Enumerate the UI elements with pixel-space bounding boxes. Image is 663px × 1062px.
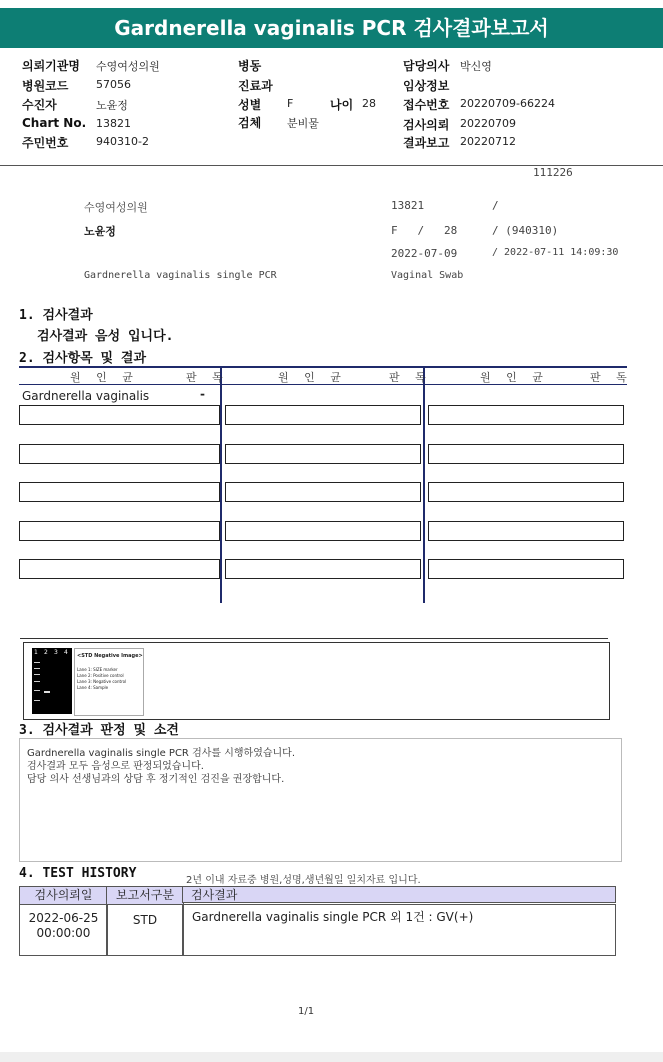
institution-value: 수영여성의원 bbox=[96, 60, 160, 73]
result-cell bbox=[428, 521, 624, 541]
grid-divider-1 bbox=[220, 366, 222, 603]
receipt-label: 접수번호 bbox=[403, 98, 450, 112]
result-cell bbox=[428, 482, 624, 502]
receipt-value: 20220709-66224 bbox=[460, 97, 555, 110]
section-4-title: 4. TEST HISTORY bbox=[19, 866, 137, 881]
opinion-box bbox=[19, 738, 622, 862]
age-label: 나이 bbox=[330, 98, 354, 112]
result-cell bbox=[225, 559, 421, 579]
lane-label: 4 bbox=[64, 649, 68, 656]
history-note: 2년 이내 자료중 병원,성명,생년월일 일치자료 입니다. bbox=[186, 875, 421, 886]
id-label: 주민번호 bbox=[22, 136, 69, 150]
history-header-result: 검사결과 bbox=[182, 886, 616, 903]
patient-label: 수진자 bbox=[22, 98, 57, 112]
result-cell bbox=[225, 444, 421, 464]
request-value: 20220709 bbox=[460, 117, 516, 130]
history-header-date: 검사의뢰일 bbox=[19, 886, 108, 905]
id-value: 940310-2 bbox=[96, 135, 149, 148]
chart-label: Chart No. bbox=[22, 116, 87, 130]
lane-label: 3 bbox=[54, 649, 58, 656]
result-cell bbox=[225, 405, 421, 425]
summary-date1: 2022-07-09 bbox=[391, 247, 458, 260]
result-cell bbox=[428, 405, 624, 425]
opinion-line: Gardnerella vaginalis single PCR 검사를 시행하였습니다. bbox=[27, 748, 296, 759]
report-title: Gardnerella vaginalis PCR 검사결과보고서 bbox=[0, 8, 663, 48]
summary-chart: 13821 bbox=[391, 199, 425, 212]
pathogen-name: Gardnerella vaginalis bbox=[22, 389, 150, 403]
gel-image-frame bbox=[23, 642, 610, 720]
history-type: STD bbox=[132, 913, 158, 927]
col-pathogen-header: 원 인 균 bbox=[278, 371, 347, 384]
history-cell-type bbox=[106, 904, 184, 956]
result-cell bbox=[428, 444, 624, 464]
summary-patient: 노윤정 bbox=[84, 225, 116, 238]
gel-band bbox=[44, 691, 50, 693]
col-judge-header: 판 독 bbox=[590, 371, 633, 384]
history-cell-result bbox=[182, 904, 616, 956]
section-2-title: 2. 검사항목 및 결과 bbox=[19, 351, 147, 366]
gel-band bbox=[34, 681, 40, 682]
dept-label: 진료과 bbox=[238, 79, 273, 93]
history-date: 2022-06-25 bbox=[28, 911, 99, 925]
result-cell bbox=[19, 559, 220, 579]
result-cell bbox=[19, 521, 220, 541]
ward-label: 병동 bbox=[238, 59, 262, 73]
gel-band bbox=[34, 662, 40, 663]
specimen-label: 검체 bbox=[238, 116, 262, 130]
summary-test: Gardnerella vaginalis single PCR bbox=[84, 270, 277, 281]
divider bbox=[20, 638, 608, 639]
lane-label: 2 bbox=[44, 649, 48, 656]
institution-label: 의뢰기관명 bbox=[22, 59, 80, 73]
sex-value: F bbox=[287, 97, 294, 110]
result-cell bbox=[19, 405, 220, 425]
grid-top-rule bbox=[19, 366, 627, 368]
summary-birth: / (940310) bbox=[492, 224, 559, 237]
result-cell bbox=[225, 482, 421, 502]
summary-sex-age: F / 28 bbox=[391, 224, 458, 237]
gel-title: <STD Negative Image> bbox=[77, 653, 143, 659]
history-time: 00:00:00 bbox=[36, 926, 91, 940]
report-value: 20220712 bbox=[460, 135, 516, 148]
page-number: 1/1 bbox=[298, 1006, 315, 1017]
history-cell-date bbox=[19, 904, 108, 956]
result-cell bbox=[428, 559, 624, 579]
report-label: 결과보고 bbox=[403, 136, 450, 150]
gel-legend bbox=[74, 648, 144, 716]
hospital-code-value: 57056 bbox=[96, 78, 131, 91]
request-label: 검사의뢰 bbox=[403, 118, 450, 132]
col-pathogen-header: 원 인 균 bbox=[480, 371, 549, 384]
summary-code: 111226 bbox=[533, 166, 573, 179]
gel-band bbox=[34, 674, 40, 675]
gel-legend-item: Lane 2: Positive control bbox=[77, 673, 124, 678]
section-3-title: 3. 검사결과 판정 및 소견 bbox=[19, 723, 179, 738]
hospital-code-label: 병원코드 bbox=[22, 79, 69, 93]
result-cell bbox=[225, 521, 421, 541]
result-cell bbox=[19, 444, 220, 464]
opinion-line: 담당 의사 선생님과의 상담 후 정기적인 검진을 권장합니다. bbox=[27, 774, 285, 785]
specimen-value: 분비물 bbox=[287, 117, 319, 130]
gel-legend-item: Lane 3: Negative control bbox=[77, 679, 127, 684]
gel-image bbox=[32, 648, 72, 714]
history-header-type: 보고서구분 bbox=[106, 886, 184, 905]
history-result: Gardnerella vaginalis single PCR 외 1건 : GV(+) bbox=[192, 910, 474, 924]
gel-legend-item: Lane 4: Sample bbox=[77, 685, 109, 690]
doctor-value: 박신영 bbox=[460, 60, 492, 73]
summary-date2: / 2022-07-11 14:09:30 bbox=[492, 247, 619, 258]
gel-legend-item: Lane 1: SIZE marker bbox=[77, 667, 118, 672]
patient-info-block bbox=[0, 48, 663, 166]
gel-band bbox=[34, 690, 40, 691]
result-cell bbox=[19, 482, 220, 502]
summary-specimen: Vaginal Swab bbox=[391, 270, 464, 281]
pathogen-result: - bbox=[200, 387, 205, 401]
summary-slash: / bbox=[492, 199, 499, 212]
col-judge-header: 판 독 bbox=[389, 371, 432, 384]
clinical-label: 임상정보 bbox=[403, 79, 450, 93]
grid-divider-2 bbox=[423, 366, 425, 603]
patient-value: 노윤정 bbox=[96, 99, 128, 112]
gel-band bbox=[34, 700, 40, 701]
doctor-label: 담당의사 bbox=[403, 59, 450, 73]
col-pathogen-header: 원 인 균 bbox=[70, 371, 139, 384]
chart-value: 13821 bbox=[96, 117, 131, 130]
sex-label: 성별 bbox=[238, 98, 262, 112]
section-1-title: 1. 검사결과 bbox=[19, 308, 93, 323]
col-judge-header: 판 독 bbox=[186, 371, 229, 384]
age-value: 28 bbox=[362, 97, 376, 110]
gel-band bbox=[34, 668, 40, 669]
section-1-result: 검사결과 음성 입니다. bbox=[37, 329, 174, 344]
summary-institution: 수영여성의원 bbox=[84, 201, 148, 214]
lane-label: 1 bbox=[34, 649, 38, 656]
opinion-line: 검사결과 모두 음성으로 판정되었습니다. bbox=[27, 761, 204, 772]
